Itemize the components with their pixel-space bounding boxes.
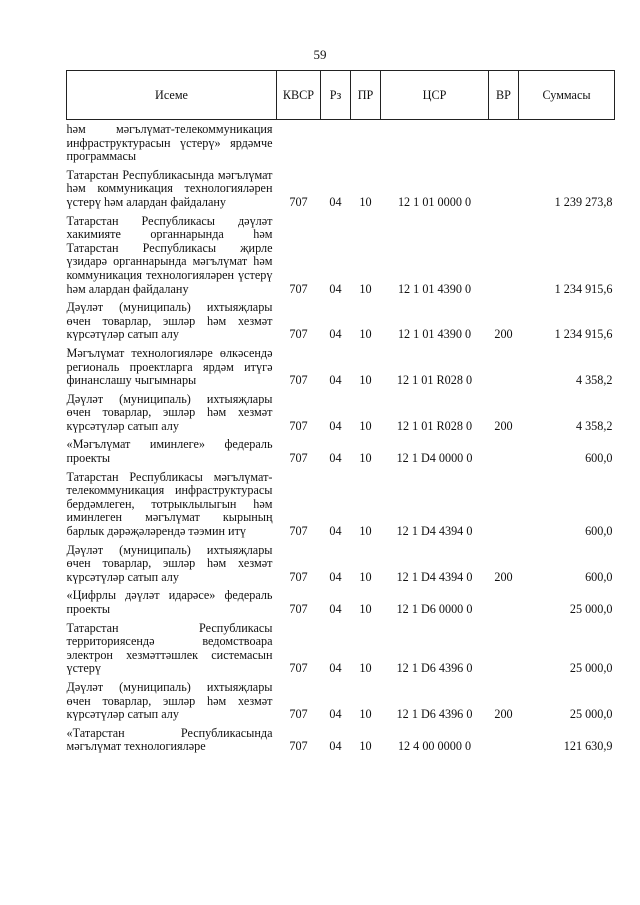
row-pr: 10	[359, 602, 372, 616]
row-pr: 10	[359, 373, 372, 388]
row-kvsr: 707	[289, 661, 308, 676]
row-rz: 04	[329, 661, 342, 676]
row-name: Татарстан Республикасында мәгълүмат һәм коммуникация технологияләрен үстерү һәм алардан файдалану	[66, 167, 273, 209]
row-pr	[351, 120, 381, 166]
row-kvsr: 707	[289, 281, 308, 296]
row-kvsr: 707	[289, 418, 308, 433]
table-row	[67, 724, 615, 756]
row-sum: 121 630,9	[563, 739, 613, 754]
row-kvsr: 707	[289, 373, 308, 388]
row-vr	[489, 166, 519, 212]
table-row	[67, 298, 615, 344]
row-kvsr: 707	[289, 602, 308, 616]
row-name: Дәүләт (муниципаль) ихтыяҗлары өчен товарлар, эшләр һәм хезмәт күрсәтүләр сатып алу	[66, 391, 273, 433]
row-rz: 04	[329, 707, 342, 722]
row-csr: 12 1 01 R028 0	[396, 418, 473, 433]
row-vr	[489, 435, 519, 467]
page-number: 59	[313, 47, 327, 62]
row-csr: 12 1 D6 0000 0	[396, 602, 473, 616]
row-kvsr: 707	[289, 707, 308, 722]
row-vr: 200	[494, 327, 513, 342]
header-csr: ЦСР	[381, 71, 489, 120]
row-pr: 10	[359, 451, 372, 466]
row-name: «Мәгълүмат иминлеге» федераль проекты	[66, 437, 273, 466]
row-pr: 10	[359, 418, 372, 433]
row-kvsr: 707	[289, 327, 308, 342]
row-vr	[489, 586, 519, 618]
table-row	[67, 166, 615, 212]
row-pr: 10	[359, 707, 372, 722]
budget-table	[66, 70, 615, 756]
row-name: Дәүләт (муниципаль) ихтыяҗлары өчен товарлар, эшләр һәм хезмәт күрсәтүләр сатып алу	[66, 542, 273, 584]
row-sum: 1 239 273,8	[554, 194, 613, 209]
row-name: һәм мәгълүмат-телекоммуникация инфраструктурасын үстерү» ярдәмче программасы	[66, 122, 273, 164]
table-header	[67, 71, 615, 120]
row-vr	[489, 724, 519, 756]
row-rz: 04	[329, 373, 342, 388]
row-name: Татарстан Республикасы дәүләт хакимияте органнарында һәм Татарстан Республикасы җирле үзидарә органнарында мәгълүмат һәм коммуникация технологияләрен үстерү һәм алардан файдалану	[66, 213, 273, 296]
row-pr: 10	[359, 524, 372, 539]
row-vr	[489, 344, 519, 390]
row-vr	[489, 619, 519, 678]
row-sum: 600,0	[585, 569, 613, 584]
row-name: «Цифрлы дәүләт идарәсе» федераль проекты	[66, 588, 273, 616]
row-vr: 200	[494, 569, 513, 584]
row-vr: 200	[494, 707, 513, 722]
row-rz: 04	[329, 418, 342, 433]
row-vr: 200	[494, 418, 513, 433]
row-csr: 12 1 D4 0000 0	[396, 451, 473, 466]
table-row	[67, 619, 615, 678]
row-kvsr: 707	[289, 194, 308, 209]
table-row	[67, 212, 615, 299]
row-name: Татарстан Республикасы мәгълүмат-телекоммуникация инфраструктурасы бердәмлеген, тотрыклылыгын һәм иминлеген мәгълүмат кырының барлык дәрәҗәләрендә тәэмин итү	[66, 469, 273, 539]
row-sum	[519, 120, 615, 166]
row-vr	[489, 212, 519, 299]
table-row	[67, 390, 615, 436]
row-rz: 04	[329, 281, 342, 296]
row-name: Дәүләт (муниципаль) ихтыяҗлары өчен товарлар, эшләр һәм хезмәт күрсәтүләр сатып алу	[66, 300, 273, 342]
table-row	[67, 678, 615, 724]
table-row	[67, 120, 615, 166]
row-pr: 10	[359, 661, 372, 676]
row-csr: 12 1 D6 4396 0	[396, 707, 473, 722]
row-kvsr	[277, 120, 321, 166]
header-sum: Суммасы	[519, 71, 615, 120]
header-kvsr: КВСР	[277, 71, 321, 120]
row-name: Мәгълүмат технологияләре өлкәсендә региональ проектларга ярдәм итүгә финанслашу чыгымнары	[66, 345, 273, 388]
row-sum: 1 234 915,6	[554, 327, 613, 342]
row-vr	[489, 120, 519, 166]
table-row	[67, 541, 615, 587]
row-rz: 04	[329, 602, 342, 616]
row-csr: 12 1 01 4390 0	[397, 281, 472, 296]
header-pr: ПР	[351, 71, 381, 120]
header-vr: ВР	[489, 71, 519, 120]
row-rz: 04	[329, 569, 342, 584]
row-sum: 25 000,0	[569, 661, 613, 676]
row-kvsr: 707	[289, 524, 308, 539]
row-rz: 04	[329, 524, 342, 539]
header-name: Исеме	[67, 71, 277, 120]
row-rz: 04	[329, 739, 342, 754]
row-kvsr: 707	[289, 451, 308, 466]
row-sum: 600,0	[585, 451, 613, 466]
row-pr: 10	[359, 327, 372, 342]
row-sum: 4 358,2	[575, 373, 613, 388]
row-rz: 04	[329, 327, 342, 342]
table-body	[67, 120, 615, 756]
row-csr: 12 1 01 0000 0	[397, 194, 472, 209]
row-sum: 4 358,2	[575, 418, 613, 433]
row-sum: 25 000,0	[569, 602, 613, 616]
row-rz: 04	[329, 451, 342, 466]
row-kvsr: 707	[289, 569, 308, 584]
table-row	[67, 435, 615, 467]
row-name: «Татарстан Республикасында мәгълүмат технологияләре	[66, 725, 273, 754]
row-sum: 600,0	[585, 524, 613, 539]
header-rz: Рз	[321, 71, 351, 120]
row-csr	[381, 120, 489, 166]
row-pr: 10	[359, 281, 372, 296]
row-pr: 10	[359, 569, 372, 584]
row-csr: 12 1 D4 4394 0	[396, 569, 473, 584]
table-row	[67, 586, 615, 618]
row-rz	[321, 120, 351, 166]
row-kvsr: 707	[289, 739, 308, 754]
row-pr: 10	[359, 194, 372, 209]
row-name: Дәүләт (муниципаль) ихтыяҗлары өчен товарлар, эшләр һәм хезмәт күрсәтүләр сатып алу	[66, 679, 273, 722]
table-row	[67, 344, 615, 390]
row-csr: 12 1 D6 4396 0	[396, 661, 473, 676]
row-csr: 12 1 01 R028 0	[396, 373, 473, 388]
row-name: Татарстан Республикасы территориясендә ведомствоара электрон хезмәттәшлек системасын үстерү	[66, 620, 273, 676]
row-pr: 10	[359, 739, 372, 754]
row-rz: 04	[329, 194, 342, 209]
table-row	[67, 468, 615, 541]
row-vr	[489, 468, 519, 541]
row-csr: 12 1 01 4390 0	[397, 327, 472, 342]
row-csr: 12 4 00 0000 0	[397, 739, 472, 754]
row-csr: 12 1 D4 4394 0	[396, 524, 473, 539]
row-sum: 25 000,0	[569, 707, 613, 722]
row-sum: 1 234 915,6	[554, 281, 613, 296]
